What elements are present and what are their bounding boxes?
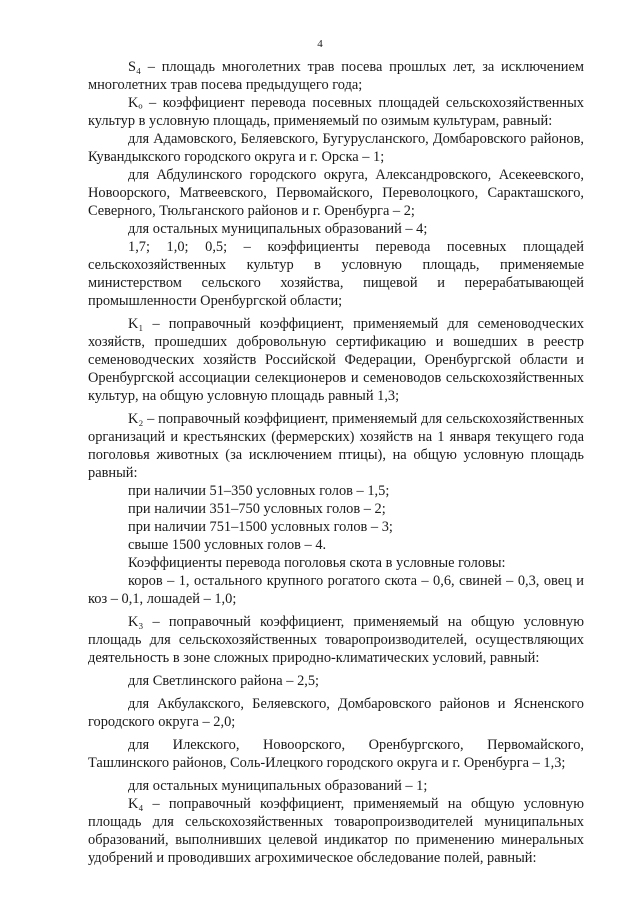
paragraph-k0-other: для остальных муниципальных образований – 4; <box>128 221 428 237</box>
list-item-heads-4: свыше 1500 условных голов – 4. <box>128 537 327 553</box>
paragraph-k0-group1: для Адамовского, Беляевского, Бугурусланского, Домбаровского районов, Кувандыкского городского округа и г. Орска – 1; <box>88 131 584 165</box>
paragraph-k4: K₄ – поправочный коэффициент, применяемый на общую условную площадь для сельскохозяйственных товаропроизводителей муниципальных образований, выполнивших целевой индикатор по применению минеральных удобрений и проводивших агрохимическое обследование полей, равный: <box>88 796 584 866</box>
paragraph-k3-svetlinsky: для Светлинского района – 2,5; <box>128 673 320 689</box>
document-body <box>88 58 584 867</box>
list-item-heads-1: при наличии 51–350 условных голов – 1,5; <box>128 483 390 499</box>
paragraph-k3-group2: для Акбулакского, Беляевского, Домбаровского районов и Ясненского городского округа – 2,0; <box>88 696 584 730</box>
paragraph-k1: K₁ – поправочный коэффициент, применяемый для семеноводческих хозяйств, прошедших добровольную сертификацию и вошедших в реестр семеноводческих хозяйств Российской Федерации, Оренбургской области и Оренбургской ассоциации селекционеров и семеноводов сельскохозяйственных культур, на общую условную площадь равный 1,3; <box>88 316 584 404</box>
paragraph-k0-group2: для Абдулинского городского округа, Александровского, Асекеевского, Новоорского, Матвеевского, Первомайского, Переволоцкого, Саракташского, Северного, Тюльганского районов и г. Оренбурга – 2; <box>88 167 584 219</box>
list-item-heads-3: при наличии 751–1500 условных голов – 3; <box>128 519 393 535</box>
paragraph-livestock-rates: коров – 1, остального крупного рогатого скота – 0,6, свиней – 0,3, овец и коз – 0,1, лошадей – 1,0; <box>88 573 584 607</box>
paragraph-livestock-heading: Коэффициенты перевода поголовья скота в условные головы: <box>128 555 506 571</box>
paragraph-k3-group3: для Илекского, Новоорского, Оренбургского, Первомайского, Ташлинского районов, Соль-Илецкого городского округа и г. Оренбурга – 1,3; <box>88 737 584 771</box>
page-number: 4 <box>317 38 323 50</box>
paragraph-k3: K₃ – поправочный коэффициент, применяемый на общую условную площадь для сельскохозяйственных товаропроизводителей, осуществляющих деятельность в зоне сложных природно-климатических условий, равный: <box>88 614 584 666</box>
paragraph-k2: K₂ – поправочный коэффициент, применяемый для сельскохозяйственных организаций и крестьянских (фермерских) хозяйств на 1 января текущего года поголовья животных (за исключением птицы), на общую условную площадь равный: <box>88 411 584 481</box>
paragraph-s4: S₄ – площадь многолетних трав посева прошлых лет, за исключением многолетних трав посева предыдущего года; <box>88 59 584 93</box>
paragraph-k0: Kₒ – коэффициент перевода посевных площадей сельскохозяйственных культур в условную площадь, применяемый по озимым культурам, равный: <box>88 95 584 129</box>
list-item-heads-2: при наличии 351–750 условных голов – 2; <box>128 501 386 517</box>
paragraph-conversion-coefficients: 1,7; 1,0; 0,5; – коэффициенты перевода посевных площадей сельскохозяйственных культур в условную площадь, применяемые министерством сельского хозяйства, пищевой и перерабатывающей промышленности Оренбургской области; <box>88 239 584 309</box>
paragraph-k3-other: для остальных муниципальных образований – 1; <box>128 778 428 794</box>
